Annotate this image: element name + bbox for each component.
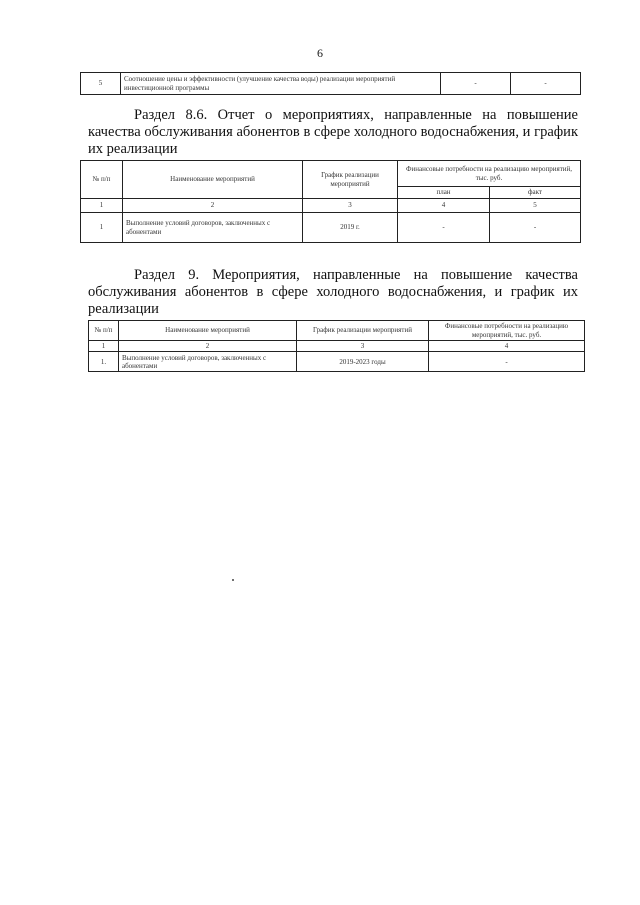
header-schedule: График реализации мероприятий xyxy=(297,321,429,341)
row-fact: - xyxy=(490,213,581,243)
header-finance: Финансовые потребности на реализацию мероприятий, тыс. руб. xyxy=(398,161,581,187)
column-number: 4 xyxy=(429,341,585,352)
table-row xyxy=(89,352,585,372)
header-schedule: График реализации мероприятий xyxy=(303,161,398,199)
table-numbering-row xyxy=(81,199,581,213)
column-number: 2 xyxy=(123,199,303,213)
row-name: Выполнение условий договоров, заключенных с абонентами xyxy=(123,213,303,243)
header-num: № п/п xyxy=(89,321,119,341)
row-schedule: 2019 г. xyxy=(303,213,398,243)
row-number: 5 xyxy=(81,73,121,95)
row-schedule: 2019-2023 годы xyxy=(297,352,429,372)
row-number: 1. xyxy=(89,352,119,372)
scan-speck xyxy=(232,579,234,581)
section-8-6-heading: Раздел 8.6. Отчет о мероприятиях, направленные на повышение качества обслуживания абонентов в сфере холодного водоснабжения, и график их реализации xyxy=(88,107,578,157)
header-num: № п/п xyxy=(81,161,123,199)
row-name: Соотношение цены и эффективности (улучшение качества воды) реализации мероприятий инвестиционной программы xyxy=(121,73,441,95)
column-number: 2 xyxy=(119,341,297,352)
section-8-6-table xyxy=(80,160,581,243)
column-number: 4 xyxy=(398,199,490,213)
column-number: 1 xyxy=(81,199,123,213)
table-row xyxy=(81,213,581,243)
table-row xyxy=(81,73,581,95)
row-finance: - xyxy=(429,352,585,372)
section-9-heading: Раздел 9. Мероприятия, направленные на повышение качества обслуживания абонентов в сфере холодного водоснабжения, и график их реализации xyxy=(88,267,578,317)
header-finance: Финансовые потребности на реализацию мероприятий, тыс. руб. xyxy=(429,321,585,341)
section-9-table xyxy=(88,320,585,372)
investment-program-table xyxy=(80,72,581,95)
table-header-row xyxy=(89,321,585,341)
row-number: 1 xyxy=(81,213,123,243)
header-plan: план xyxy=(398,187,490,199)
row-plan: - xyxy=(441,73,511,95)
header-name: Наименование мероприятий xyxy=(119,321,297,341)
row-plan: - xyxy=(398,213,490,243)
row-fact: - xyxy=(511,73,581,95)
table-header-row xyxy=(81,161,581,187)
column-number: 3 xyxy=(297,341,429,352)
page-number: 6 xyxy=(317,46,323,60)
header-fact: факт xyxy=(490,187,581,199)
column-number: 3 xyxy=(303,199,398,213)
column-number: 5 xyxy=(490,199,581,213)
header-name: Наименование мероприятий xyxy=(123,161,303,199)
row-name: Выполнение условий договоров, заключенных с абонентами xyxy=(119,352,297,372)
column-number: 1 xyxy=(89,341,119,352)
table-numbering-row xyxy=(89,341,585,352)
